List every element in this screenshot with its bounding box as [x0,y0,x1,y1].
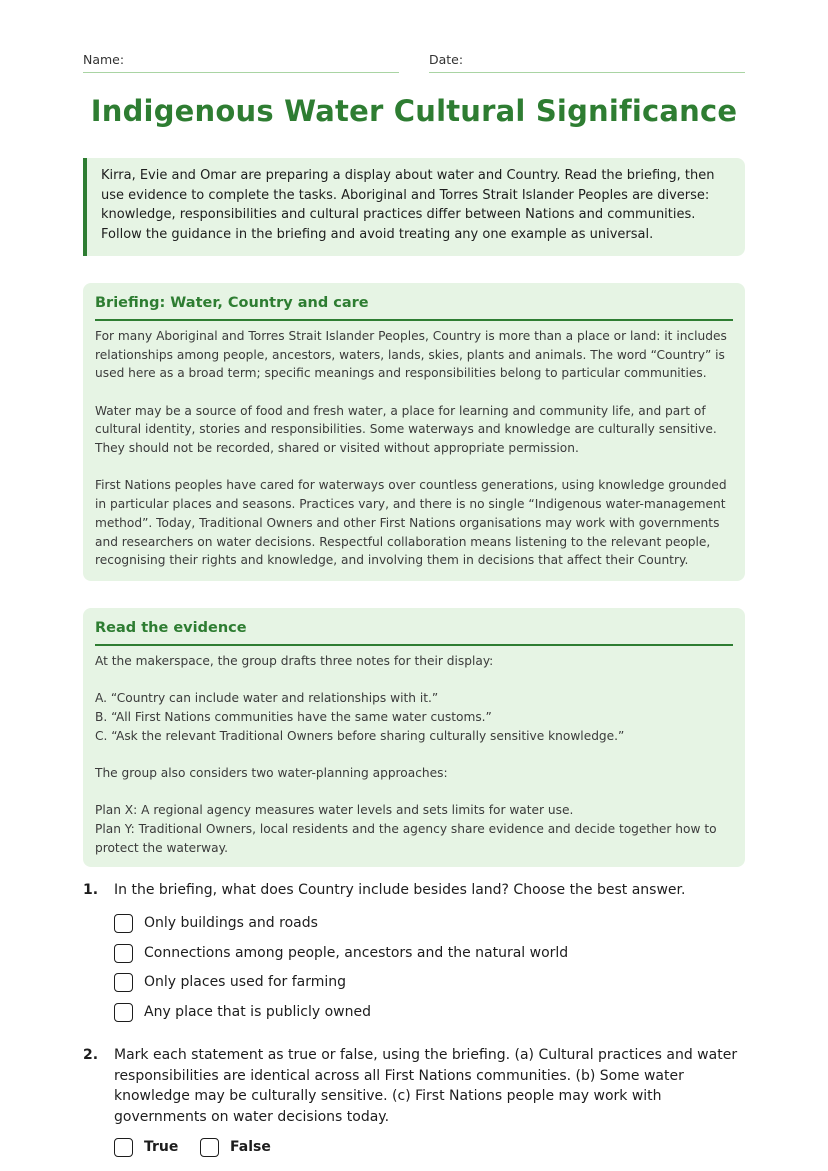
evidence-panel [83,608,745,867]
q1-option-c[interactable] [114,970,346,994]
plans-list [95,801,733,857]
q1-option-d[interactable] [114,1000,371,1024]
evidence-note: C. “Ask the relevant Traditional Owners before sharing culturally sensitive knowledge.” [95,728,625,743]
plans-lead: The group also considers two water-planning approaches: [95,766,448,780]
checkbox[interactable] [114,914,133,933]
question-text: Mark each statement as true or false, using the briefing. (a) Cultural practices and water responsibilities are identical across all First Nations communities. (b) Some water knowledge may be culturally sensitive. (c) First Nations people may work with governments on water decisions today. [114,1047,738,1125]
checkbox[interactable] [114,1138,133,1157]
option-label: Any place that is publicly owned [144,1004,371,1020]
question-number: 1. [83,882,99,898]
q2-option-false[interactable] [200,1135,271,1159]
option-label: True [144,1139,179,1155]
briefing-paragraph: Water may be a source of food and fresh water, a place for learning and community life, and part of cultural identity, stories and responsibilities. Some waterways and knowledge are culturally sensitive. They should not be recorded, shared or visited without appropriate permission. [95,403,717,456]
page-title: Indigenous Water Cultural Significance [90,94,738,128]
plan-item: Plan Y: Traditional Owners, local residents and the agency share evidence and decide together how to protect the waterway. [95,822,717,855]
briefing-paragraph: For many Aboriginal and Torres Strait Islander Peoples, Country is more than a place or land: it includes relationships among people, ancestors, waters, lands, skies, plants and animals. The word “Country” is used here as a broad term; specific meanings and responsibilities belong to particular communities. [95,329,727,381]
q1-option-b[interactable] [114,941,568,965]
checkbox[interactable] [114,1003,133,1022]
question-number: 2. [83,1047,99,1063]
option-label: Only buildings and roads [144,915,318,931]
name-field[interactable] [83,52,399,73]
checkbox[interactable] [114,944,133,963]
intro-callout: Kirra, Evie and Omar are preparing a display about water and Country. Read the briefing, then use evidence to complete the tasks. Aboriginal and Torres Strait Islander Peoples are diverse: knowledge, responsibilities and cultural practices differ between Nations and communities. Follow the guidance in the briefing and avoid treating any one example as universal. [83,158,745,256]
plan-item: Plan X: A regional agency measures water levels and sets limits for water use. [95,803,574,818]
q2-option-true[interactable] [114,1135,178,1159]
option-label: Only places used for farming [144,974,347,990]
briefing-panel [83,283,745,581]
question-text: In the briefing, what does Country include besides land? Choose the best answer. [114,882,686,898]
evidence-note: A. “Country can include water and relationships with it.” [95,691,439,706]
evidence-notes [95,689,733,745]
name-date-row [83,52,745,74]
briefing-paragraph: First Nations peoples have cared for waterways over countless generations, using knowledge grounded in particular places and seasons. Practices vary, and there is no single “Indigenous water-management method”. Today, Traditional Owners and other First Nations organisations may work with governments and researchers on water decisions. Respectful collaboration means listening to the relevant people, recognising their rights and knowledge, and involving them in decisions that affect their Country. [95,478,727,568]
evidence-note: B. “All First Nations communities have the same water customs.” [95,710,492,724]
checkbox[interactable] [114,973,133,992]
evidence-lead: At the makerspace, the group drafts three notes for their display: [95,654,494,668]
briefing-heading: Briefing: Water, Country and care [95,293,733,321]
date-label: Date: [429,52,464,67]
date-field[interactable] [429,52,745,73]
q1-option-a[interactable] [114,911,318,935]
option-label: False [230,1139,271,1155]
name-label: Name: [83,52,125,67]
evidence-heading: Read the evidence [95,618,733,646]
checkbox[interactable] [200,1138,219,1157]
option-label: Connections among people, ancestors and the natural world [144,945,569,961]
